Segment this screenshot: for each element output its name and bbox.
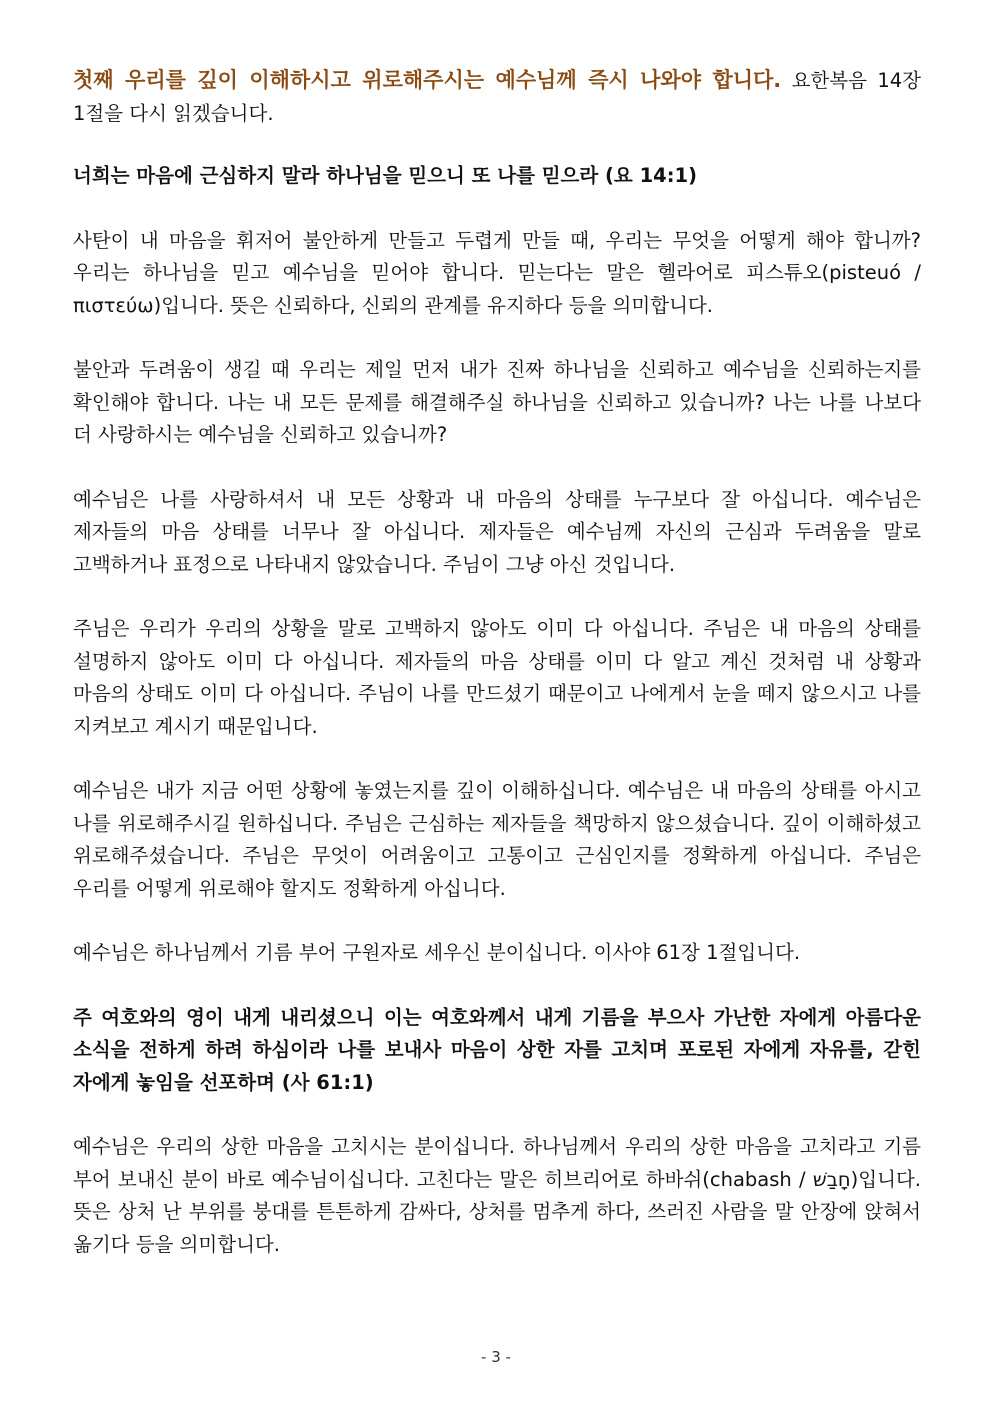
intro-text: 요한복음 14장 1절을 다시 읽겠습니다.	[73, 69, 921, 125]
body-paragraph: 예수님은 하나님께서 기름 부어 구원자로 세우신 분이십니다. 이사야 61장 1절입니다.	[73, 941, 801, 964]
body-paragraph: 예수님은 우리의 상한 마음을 고치시는 분이십니다. 하나님께서 우리의 상한 마음을 고치라고 기름 부어 보내신 분이 바로 예수님이십니다. 고친다는 말은 히브리어로 하바쉬(chabash / חָבַשׁ)입니다. 뜻은 상처 난 부위를 붕대를 튼튼하게 감싸다, 상처를 멈추게 하다, 쓰러진 사람을 말 안장에 앉혀서 옮기다 등을 의미합니다.	[73, 1135, 921, 1256]
page-number: - 3 -	[481, 1348, 511, 1366]
intro-paragraph	[73, 64, 921, 130]
section-heading: 첫째 우리를 깊이 이해하시고 위로해주시는 예수님께 즉시 나와야 합니다.	[73, 68, 782, 92]
document-page	[73, 64, 921, 1261]
body-paragraph: 예수님은 내가 지금 어떤 상황에 놓였는지를 깊이 이해하십니다. 예수님은 내 마음의 상태를 아시고 나를 위로해주시길 원하십니다. 주님은 근심하는 제자들을 책망하지 않으셨습니다. 깊이 이해하셨고 위로해주셨습니다. 주님은 무엇이 어려움이고 고통이고 근심인지를 정확하게 아십니다. 주님은 우리를 어떻게 위로해야 할지도 정확하게 아십니다.	[73, 779, 921, 900]
scripture-verse-isaiah: 주 여호와의 영이 내게 내리셨으니 이는 여호와께서 내게 기름을 부으사 가난한 자에게 아름다운 소식을 전하게 하려 하심이라 나를 보내사 마음이 상한 자를 고치며 포로된 자에게 자유를, 갇힌 자에게 놓임을 선포하며 (사 61:1)	[73, 1005, 921, 1094]
body-paragraph: 주님은 우리가 우리의 상황을 말로 고백하지 않아도 이미 다 아십니다. 주님은 내 마음의 상태를 설명하지 않아도 이미 다 아십니다. 제자들의 마음 상태를 이미 다 알고 계신 것처럼 내 상황과 마음의 상태도 이미 다 아십니다. 주님이 나를 만드셨기 때문이고 나에게서 눈을 떼지 않으시고 나를 지켜보고 계시기 때문입니다.	[73, 617, 921, 738]
scripture-verse-john: 너희는 마음에 근심하지 말라 하나님을 믿으니 또 나를 믿으라 (요 14:1)	[73, 164, 697, 187]
body-paragraph: 사탄이 내 마음을 휘저어 불안하게 만들고 두렵게 만들 때, 우리는 무엇을 어떻게 해야 합니까? 우리는 하나님을 믿고 예수님을 믿어야 합니다. 믿는다는 말은 헬라어로 피스튜오(pisteuó / πιστεύω)입니다. 뜻은 신뢰하다, 신뢰의 관계를 유지하다 등을 의미합니다.	[73, 228, 921, 317]
body-paragraph: 불안과 두려움이 생길 때 우리는 제일 먼저 내가 진짜 하나님을 신뢰하고 예수님을 신뢰하는지를 확인해야 합니다. 나는 내 모든 문제를 해결해주실 하나님을 신뢰하고 있습니까? 나는 나를 나보다 더 사랑하시는 예수님을 신뢰하고 있습니까?	[73, 358, 921, 446]
body-paragraph: 예수님은 나를 사랑하셔서 내 모든 상황과 내 마음의 상태를 누구보다 잘 아십니다. 예수님은 제자들의 마음 상태를 너무나 잘 아십니다. 제자들은 예수님께 자신의 근심과 두려움을 말로 고백하거나 표정으로 나타내지 않았습니다. 주님이 그냥 아신 것입니다.	[73, 487, 921, 576]
